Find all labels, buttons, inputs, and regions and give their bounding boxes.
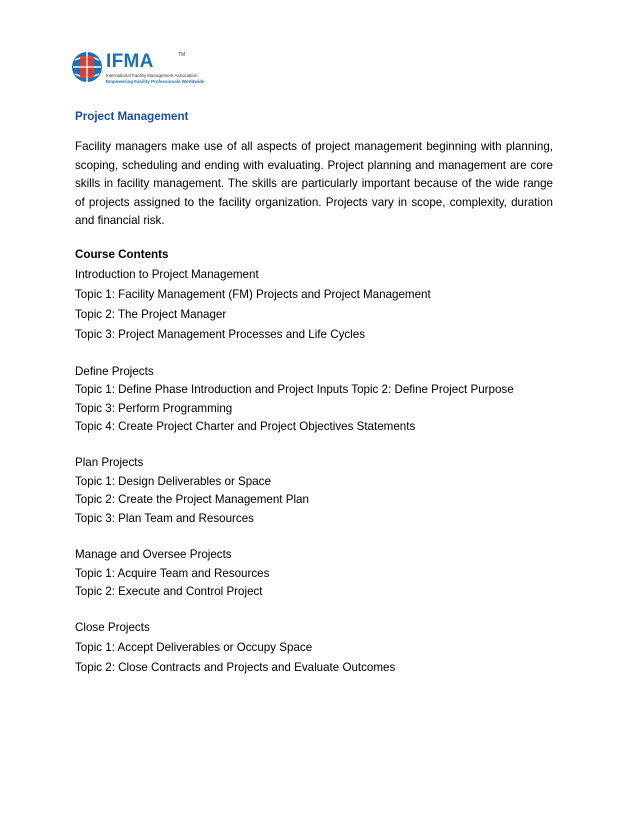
course-section-manage [75, 546, 553, 601]
topic-item: Topic 1: Define Phase Introduction and Project Inputs Topic 2: Define Project Purpose [75, 383, 514, 397]
ifma-logo [70, 50, 210, 94]
topic-item: Topic 2: The Project Manager [75, 307, 227, 321]
topic-item: Topic 2: Execute and Control Project [75, 584, 263, 598]
topic-item: Topic 2: Create the Project Management Plan [75, 493, 309, 507]
logo-name: IFMA [106, 51, 154, 72]
logo-org-name: International Facility Management Association [106, 73, 198, 78]
topic-item: Topic 1: Accept Deliverables or Occupy Space [75, 640, 313, 654]
globe-icon [70, 50, 104, 84]
topic-item: Topic 1: Acquire Team and Resources [75, 566, 270, 580]
course-section-close [75, 619, 553, 677]
logo-tagline: Empowering Facility Professionals Worldwide [106, 79, 205, 84]
topic-item: Topic 1: Design Deliverables or Space [75, 474, 271, 488]
intro-paragraph: Facility managers make use of all aspects of project management beginning with planning, scoping, scheduling and ending with evaluating. Project planning and management are core skills in facility management. The skills are particularly important because of the wide range of projects assigned to the facility organization. Projects vary in scope, complexity, duration and financial risk. [75, 140, 553, 228]
section-title: Close Projects [75, 621, 150, 635]
section-title: Introduction to Project Management [75, 267, 259, 281]
course-section-plan [75, 454, 553, 528]
course-contents-title: Course Contents [75, 248, 169, 262]
page-title: Project Management [75, 110, 189, 123]
topic-item: Topic 2: Close Contracts and Projects and Evaluate Outcomes [75, 660, 396, 674]
topic-item: Topic 4: Create Project Charter and Project Objectives Statements [75, 420, 416, 434]
section-title: Manage and Oversee Projects [75, 548, 232, 562]
section-title: Plan Projects [75, 456, 144, 470]
section-title: Define Projects [75, 364, 154, 378]
topic-item: Topic 3: Project Management Processes and Life Cycles [75, 327, 365, 341]
topic-item: Topic 3: Perform Programming [75, 401, 233, 415]
topic-item: Topic 1: Facility Management (FM) Projects and Project Management [75, 287, 431, 301]
document-body [75, 108, 553, 696]
topic-item: Topic 3: Plan Team and Resources [75, 511, 254, 525]
course-section-define [75, 363, 553, 437]
course-section-intro [75, 246, 553, 344]
logo-trademark: TM [178, 52, 186, 58]
